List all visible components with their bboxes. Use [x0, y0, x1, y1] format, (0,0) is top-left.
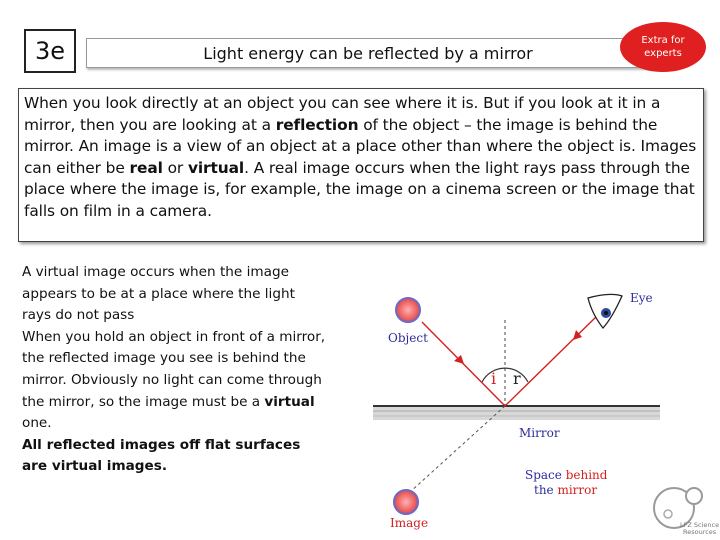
eye-label: Eye: [630, 291, 653, 305]
flat-surfaces-statement: [22, 435, 327, 478]
angle-r-label: r: [513, 369, 521, 388]
intro-text-3: . A real image occurs when the light rays pass through the place where the image is, for example, the image on a cinema screen or the image that falls on film in a camera.: [24, 158, 695, 220]
mirror-text-1: When you hold an object in front of a mirror, the reflected image you see is behind the mirror. Obviously no light can come through the mirror, so the image must be a: [22, 328, 326, 410]
intro-text-2: of the object – the image is behind the mirror. An image is a view of an object at a place other than where the object is. Images can either be: [24, 115, 697, 177]
intro-bold-real: real: [129, 158, 163, 177]
virtual-image-text: [22, 262, 327, 478]
extra-line-1: Extra for: [641, 35, 685, 46]
section-badge: 3e: [24, 29, 76, 73]
intro-bold-reflection: reflection: [275, 115, 359, 134]
image-ball: [394, 490, 418, 514]
angle-i-label: i: [491, 369, 497, 388]
extra-for-experts-badge: [620, 22, 706, 72]
mirror-bold-virtual: virtual: [264, 393, 315, 410]
reflected-ray: [505, 315, 598, 406]
logo-text-1: LFZ Science: [680, 521, 720, 529]
virtual-definition: A virtual image occurs when the image appears to be at a place where the light rays do not pass: [22, 264, 295, 324]
mirror-surface: [373, 406, 660, 420]
eye-icon: [588, 294, 622, 328]
lfz-logo: [650, 484, 720, 536]
mirror-label: Mirror: [519, 426, 560, 440]
mirror-text-2: one.: [22, 415, 52, 432]
intro-paragraph: [18, 88, 704, 242]
incident-ray: [422, 322, 505, 406]
image-label: Image: [390, 516, 429, 530]
logo-text-2: Resources: [683, 528, 717, 536]
title-bar: [86, 38, 670, 68]
mirror-explanation: [22, 327, 327, 435]
reflection-diagram: [360, 270, 660, 535]
extra-line-2: experts: [644, 48, 682, 59]
object-ball: [396, 298, 420, 322]
the-mirror-label: the mirror: [534, 483, 598, 497]
intro-text-or: or: [162, 158, 188, 177]
flat-surfaces-bold: All reflected images off flat surfaces are virtual images.: [22, 436, 301, 475]
object-label: Object: [388, 331, 428, 345]
intro-bold-virtual: virtual: [187, 158, 245, 177]
space-behind-label: Space behind: [525, 468, 608, 482]
page-title: Light energy can be reflected by a mirror: [203, 43, 533, 63]
intro-text-1: When you look directly at an object you can see where it is. But if you look at it in a mirror, then you are looking at a: [24, 94, 661, 134]
